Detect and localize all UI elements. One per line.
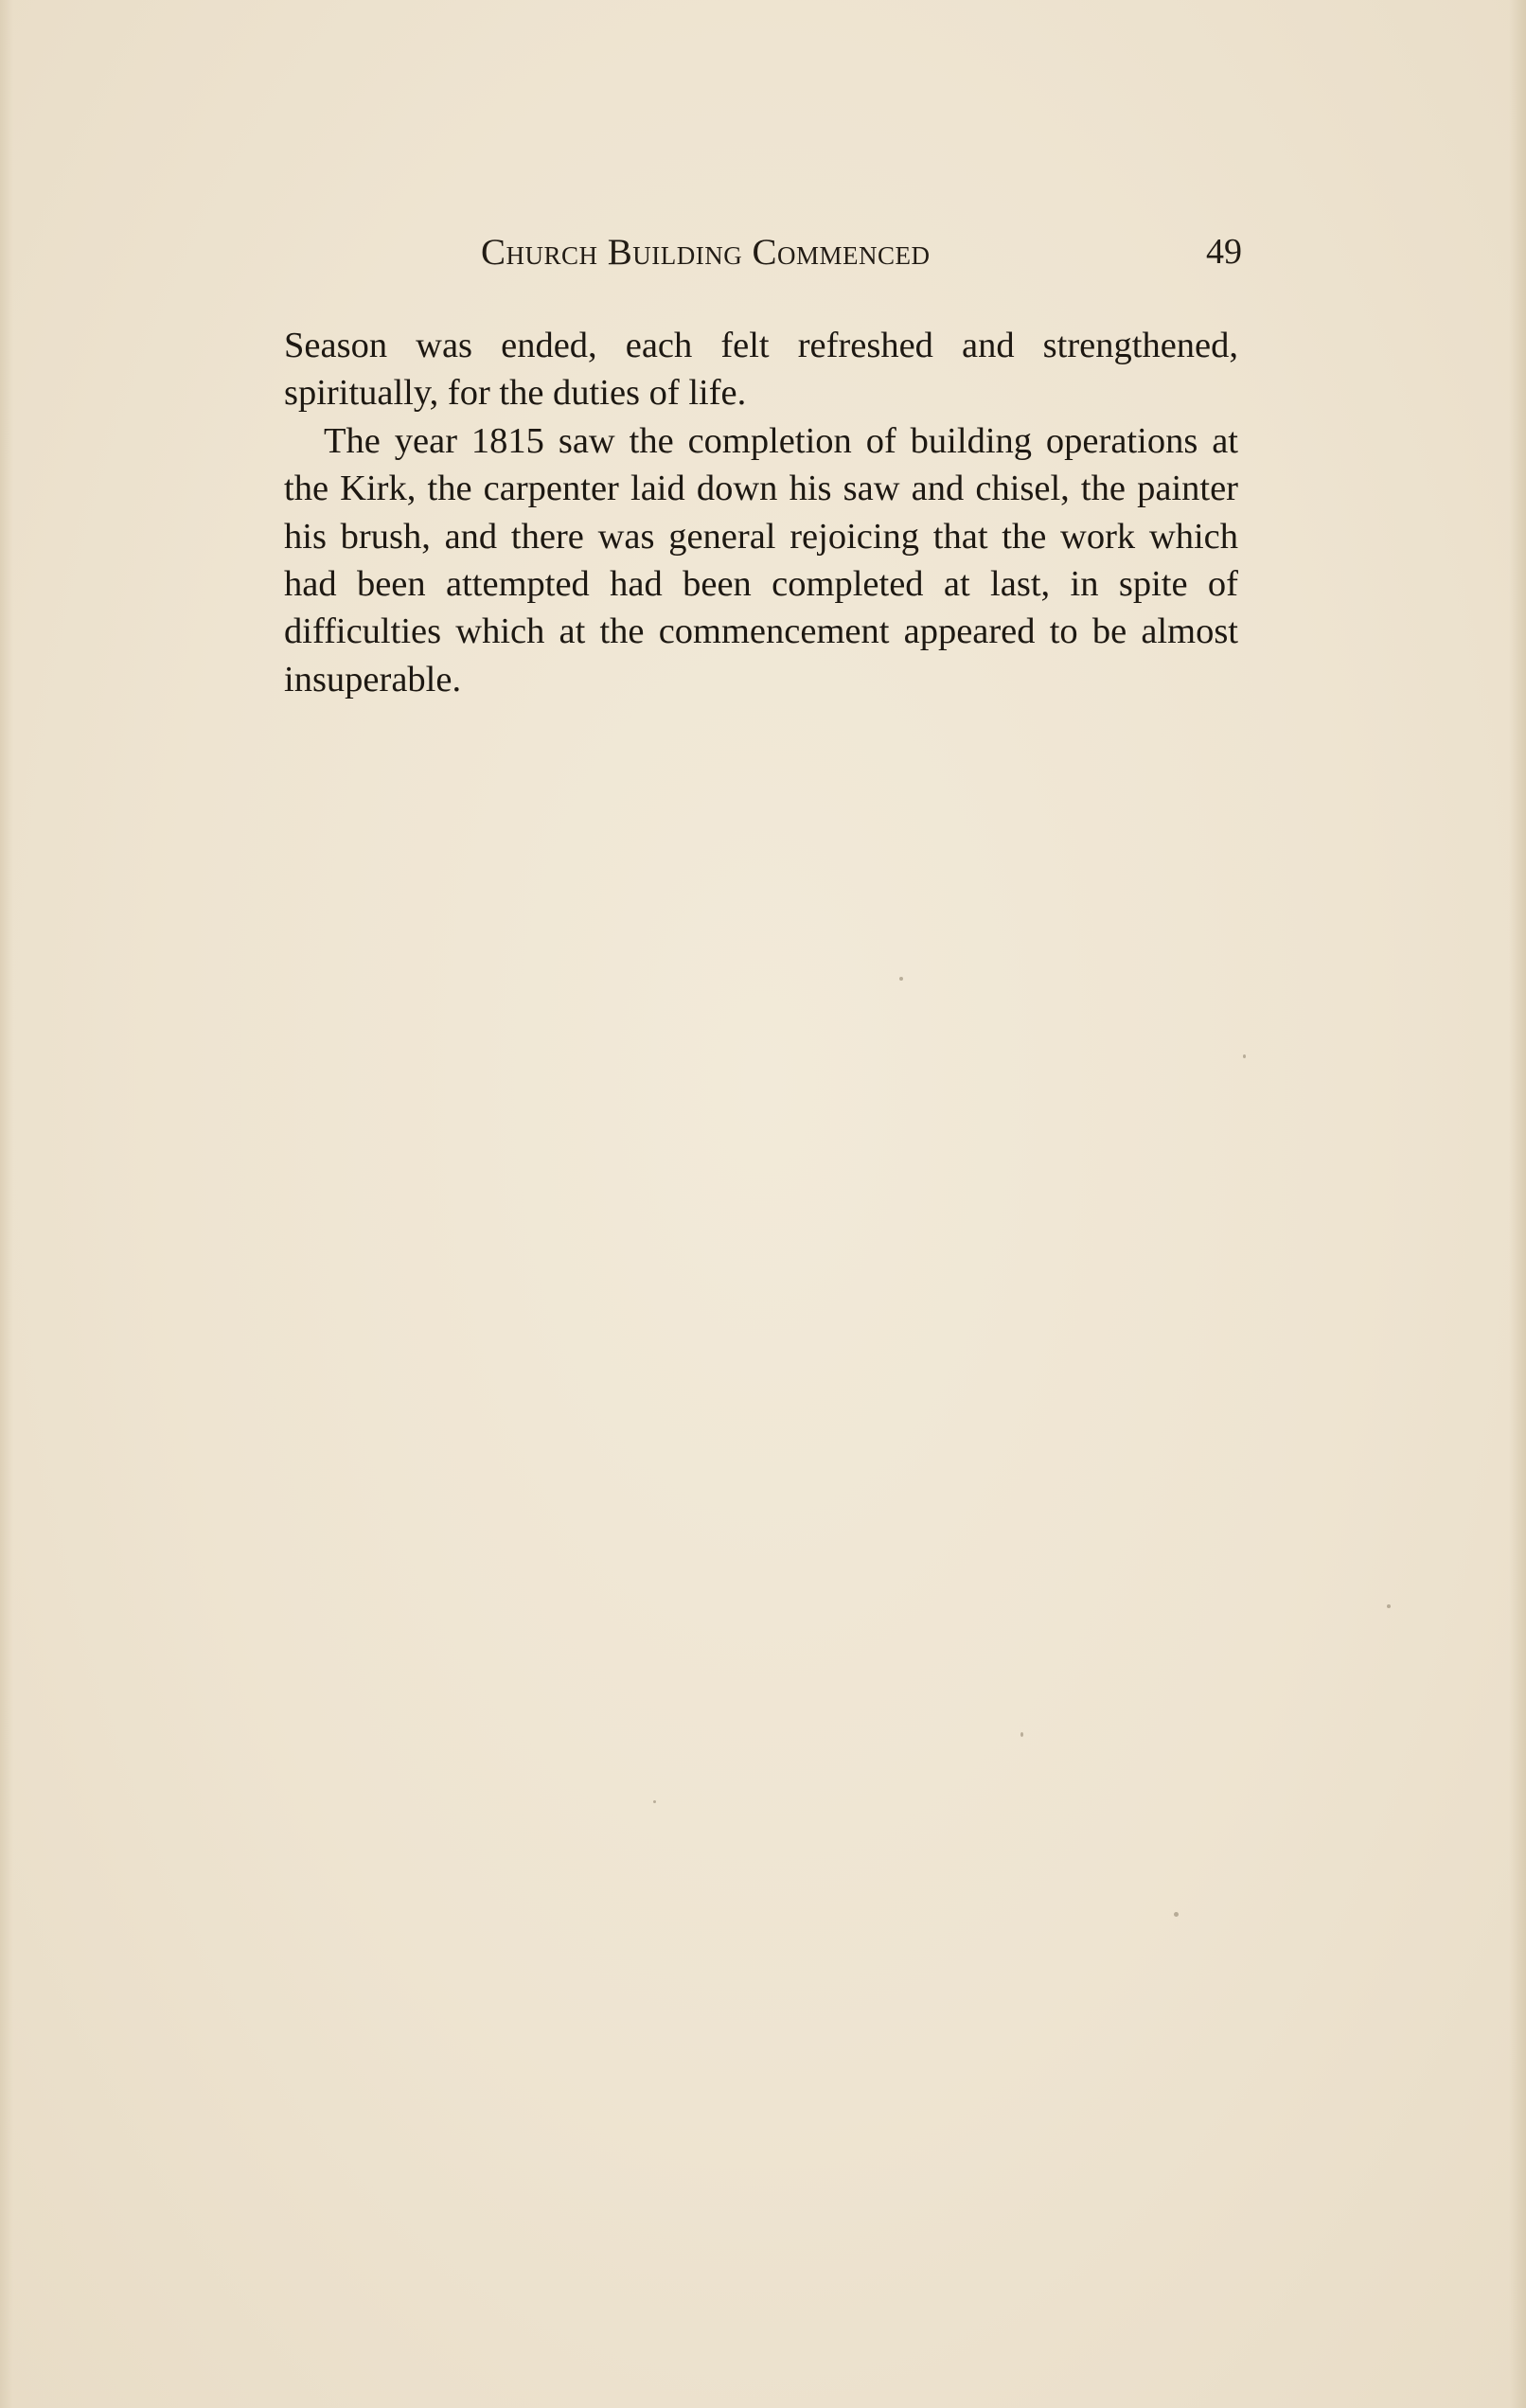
paper-speck <box>1174 1912 1179 1917</box>
page-number: 49 <box>1206 232 1242 272</box>
body-text <box>284 322 1238 703</box>
paper-speck <box>1243 1054 1246 1058</box>
running-title: Church Building Commenced <box>481 232 931 273</box>
paragraph: The year 1815 saw the completion of building operations at the Kirk, the carpenter laid down his saw and chisel, the painter his brush, and there was general rejoicing that the work which had been attempted had been completed at last, in spite of difficulties which at the commencement appeared to be almost insuperable. <box>284 420 1238 699</box>
paper-speck <box>899 977 903 981</box>
paragraph-continued: Season was ended, each felt refreshed and strengthened, spiritually, for the duties of life. <box>284 326 1238 414</box>
paper-speck <box>1387 1604 1391 1608</box>
paper-speck <box>1020 1732 1023 1737</box>
running-head <box>284 231 1242 280</box>
paper-speck <box>653 1800 656 1803</box>
